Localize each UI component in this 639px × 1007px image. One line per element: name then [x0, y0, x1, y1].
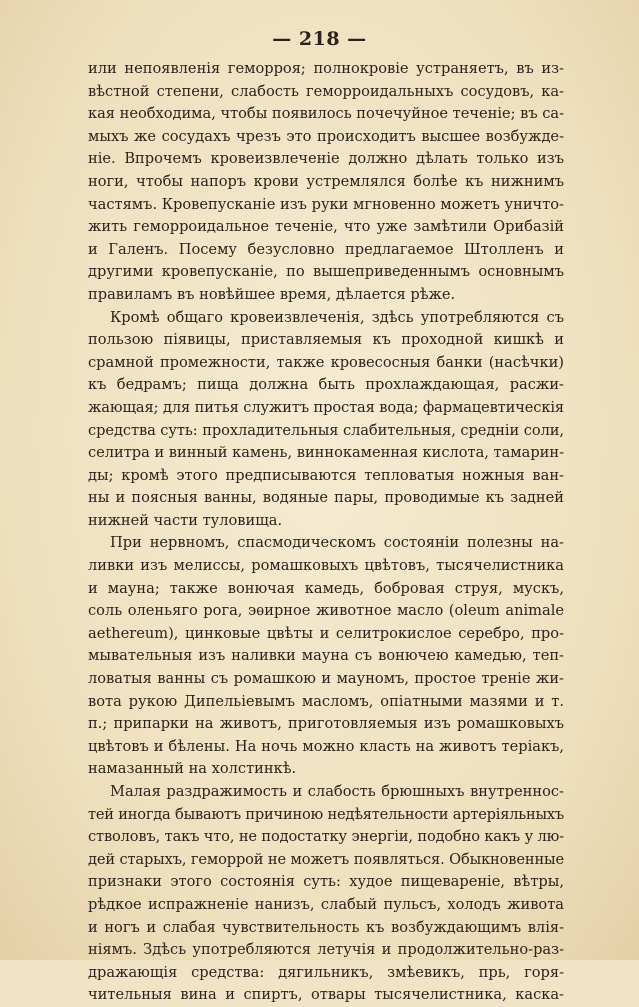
text-line: селитра и винный камень, виннокаменная кислота, тамарин-: [88, 444, 564, 462]
text-line: срамной промежности, также кровесосныя банки (насѣчки): [88, 353, 564, 371]
text-line: намазанный на холстинкѣ.: [88, 760, 297, 778]
text-line: частямъ. Кровепусканіе изъ руки мгновенно можетъ уничто-: [88, 195, 564, 213]
text-line: средства суть: прохладительныя слабительныя, средніи соли,: [88, 421, 564, 439]
text-line: ніямъ. Здѣсь употребляются летучія и продолжительно-раз-: [88, 941, 564, 959]
text-line: цвѣтовъ и бѣлены. На ночь можно класть на животъ теріакъ,: [88, 737, 564, 755]
text-line: чительныя вина и спиртъ, отвары тысячелистника, каска-: [88, 986, 564, 1004]
page-number: — 218 —: [272, 28, 367, 50]
text-line: При нервномъ, спасмодическомъ состояніи полезны на-: [110, 534, 564, 552]
text-line: жить геморроидальное теченіе, что уже замѣтили Орибазій: [88, 218, 564, 236]
text-line: жающая; для питья служитъ простая вода; фармацевтическія: [88, 398, 564, 416]
text-line: вота рукою Дипельіевымъ масломъ, опіатными мазями и т.: [88, 692, 564, 710]
text-line: ны и поясныя ванны, водяные пары, проводимые къ задней: [88, 489, 564, 507]
text-line: мывательныя изъ наливки мауна съ вонючею камедью, теп-: [88, 647, 564, 665]
text-line: и мауна; также вонючая камедь, бобровая струя, мускъ,: [88, 579, 564, 597]
text-line: мыхъ же сосудахъ чрезъ это происходитъ высшее возбужде-: [88, 127, 564, 145]
text-line: соль оленьяго рога, эѳирное животное масло (oleum animale: [88, 602, 564, 620]
body-text: [88, 58, 564, 1007]
text-line: тей иногда бываютъ причиною недѣятельности артеріяльныхъ: [88, 805, 564, 823]
text-line: дей старыхъ, геморрой не можетъ появляться. Обыкновенные: [88, 850, 564, 868]
text-line: пользою піявицы, приставляемыя къ проходной кишкѣ и: [88, 331, 564, 349]
text-line: другими кровепусканіе, по вышеприведеннымъ основнымъ: [88, 263, 564, 281]
text-line: вѣстной степени, слабость геморроидальныхъ сосудовъ, ка-: [88, 82, 564, 100]
text-line: стволовъ, такъ что, не подостатку энергіи, подобно какъ у лю-: [88, 828, 564, 846]
text-line: и ногъ и слабая чувствительность къ возбуждающимъ влія-: [88, 918, 564, 936]
text-line: ды; кромѣ этого предписываются тепловатыя ножныя ван-: [88, 466, 564, 484]
text-line: ніе. Впрочемъ кровеизвлеченіе должно дѣлать только изъ: [88, 150, 564, 168]
text-line: Малая раздражимость и слабость брюшныхъ внутреннос-: [110, 783, 564, 800]
text-line: къ бедрамъ; пища должна быть прохлаждающая, расжи-: [88, 376, 564, 394]
text-line: рѣдкое испражненіе нанизъ, слабый пульсъ, холодъ живота: [88, 895, 564, 913]
text-line: aethereum), цинковые цвѣты и селитрокислое серебро, про-: [88, 624, 564, 642]
text-line: правиламъ въ новѣйшее время, дѣлается рѣже.: [88, 285, 456, 303]
text-line: п.; припарки на животъ, приготовляемыя изъ ромашковыхъ: [88, 715, 564, 733]
text-line: кая необходима, чтобы появилось почечуйное теченіе; въ са-: [88, 105, 565, 123]
text-line: или непоявленія геморроя; полнокровіе устраняетъ, въ из-: [88, 60, 564, 77]
text-line: Кромѣ общаго кровеизвлеченія, здѣсь употребляются съ: [110, 308, 564, 326]
text-line: ноги, чтобы напоръ крови устремлялся болѣе къ нижнимъ: [88, 172, 564, 190]
text-line: признаки этого состоянія суть: худое пищевареніе, вѣтры,: [88, 873, 564, 891]
text-line: ливки изъ мелиссы, ромашковыхъ цвѣтовъ, тысячелистника: [88, 557, 564, 575]
text-line: нижней части туловища.: [88, 511, 283, 529]
text-line: ловатыя ванны съ ромашкою и мауномъ, простое треніе жи-: [88, 670, 564, 688]
text-line: и Галенъ. Посему безусловно предлагаемое Штолленъ и: [88, 240, 564, 258]
text-line: дражающія средства: дягильникъ, змѣевикъ, прь, горя-: [88, 963, 564, 981]
